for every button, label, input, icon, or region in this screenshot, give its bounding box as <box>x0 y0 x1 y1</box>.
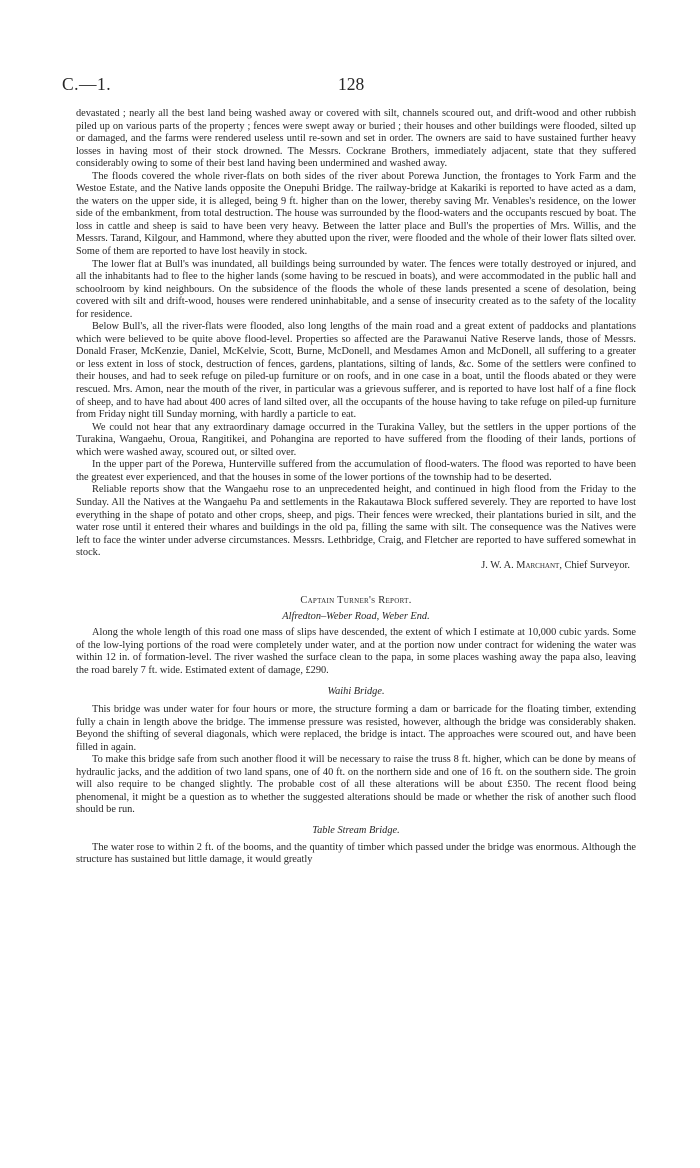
paragraph: The lower flat at Bull's was inundated, all buildings being surrounded by water. The fences were totally destroyed or injured, and all the inhabitants had to flee to the higher lands (some having to be rescued in boats), and were accommodated in the public hall and schoolroom by kind neighbours. On the subsidence of the floods the whole of these lands presented a scene of desolation, being covered with silt and drift-wood, houses were rendered uninhabitable, and a sense of insecurity created as to the safety of the locality for residence. <box>76 258 636 320</box>
section-heading: Table Stream Bridge. <box>312 824 400 836</box>
paragraph: devastated ; nearly all the best land being washed away or covered with silt, channels scoured out, and drift-wood and other rubbish piled up on various parts of the property ; fences were swept away or buried ; their houses and other buildings were flooded, silted up or damaged, and the farms were rendered useless until re-sown and set in order. The owners are said to have sustained further heavy losses in having most of their stock drowned. The Messrs. Cockrane Brothers, immediately adjacent, state that they suffered considerably owing to some of their best land having been undermined and washed away. <box>76 108 636 170</box>
report-title: Captain Turner's Report. <box>300 595 412 607</box>
paragraph: The floods covered the whole river-flats on both sides of the river about Porewa Junction, the frontages to York Farm and the Westoe Estate, and the Native lands opposite the Onepuhi Bridge. The railway-bridge at Kakariki is reported to have acted as a dam, the waters on the upper side, it is alleged, being 9 ft. higher than on the lower, thereby saving Mr. Venables's residence, on the lower side of the embankment, from total destruction. The house was surrounded by the flood-waters and the occupants rescued by boat. The loss in cattle and sheep is said to have been very heavy. Between the latter place and Bull's the properties of Mrs. Willis, and the Messrs. Tarand, Kilgour, and Hammond, where they abutted upon the river, were flooded and the whole of their lower flats silted over. Some of them are reported to have lost heavily in stock. <box>76 170 636 258</box>
section-heading: Alfredton–Weber Road, Weber End. <box>282 610 430 622</box>
signature-initials: J. W. A. <box>481 559 517 571</box>
paragraph: Along the whole length of this road one mass of slips have descended, the extent of which I estimate at 10,000 cubic yards. Some of the low-lying portions of the road were completely under water, and at the portion now under contract for widening the water was within 12 in. of formation-level. The river washed the surface clean to the papa, in some places washing away the papa also, leaving the road barely 7 ft. wide. Estimated extent of damage, £290. <box>76 627 636 676</box>
section-heading: Waihi Bridge. <box>327 685 385 697</box>
paragraph: We could not hear that any extraordinary damage occurred in the Turakina Valley, but the settlers in the upper portions of the Turakina, Wangaehu, Oroua, Rangitikei, and Pohangina are reported to have suffered from the flooding of their lands, portions of which were washed away, scoured out, or silted over. <box>76 421 636 458</box>
paragraph: Below Bull's, all the river-flats were flooded, also long lengths of the main road and a great extent of paddocks and plantations which were believed to be quite above flood-level. Properties so affected are the Parawanui Native Reserve lands, those of Messrs. Donald Fraser, McKenzie, Daniel, McKelvie, Scott, Burne, McDonell, and Mesdames Amon and McDonell, all suffering to a greater or less extent in loss of stock, destruction of fences, gardens, plantations, silting of lands, &c. Some of the settlers were confined to their houses, and had to seek refuge on piled-up furniture or on roofs, and in one case in a boat, until the floods abated or they were rescued. Mrs. Amon, near the mouth of the river, in particular was a grievous sufferer, and is reported to have lost half of a fine flock of sheep, and to have had about 400 acres of land silted over, all the occupants of the house having to take refuge on piled-up furniture from Friday night till Sunday morning, with hardly a particle to eat. <box>76 321 636 421</box>
paragraph: In the upper part of the Porewa, Hunterville suffered from the accumulation of flood-waters. The flood was reported to have been the greatest ever experienced, and that the houses in some of the lower portions of the township had to be deserted. <box>76 459 636 483</box>
document-reference: C.—1. <box>62 74 112 94</box>
paragraph: This bridge was under water for four hours or more, the structure forming a dam or barricade for the floating timber, extending fully a chain in length above the bridge. The immense pressure was resisted, however, although the bridge was considerably shaken. Beyond the shifting of several diagonals, which were replaced, the bridge is intact. The approaches were scoured out, and have been filled in again. <box>76 704 636 753</box>
signature-line <box>76 560 636 573</box>
paragraph: The water rose to within 2 ft. of the booms, and the quantity of timber which passed under the bridge was enormous. Although the structure has sustained but little damage, it would greatly <box>76 841 636 866</box>
paragraph: Reliable reports show that the Wangaehu rose to an unprecedented height, and continued in high flood from the Friday to the Sunday. All the Natives at the Wangaehu Pa and settlements in the Rakautawa Block suffered severely. They are reported to have lost everything in the shape of potato and other crops, sheep, and pigs. Their fences were wrecked, their plantations buried in silt, and the water rose until it entered their whares and buildings in the old pa, filling the same with silt. The consequence was the Natives were left to face the winter under adverse circumstances. Messrs. Lethbridge, Craig, and Fletcher are reported to have suffered somewhat in stock. <box>76 484 636 559</box>
page-number: 128 <box>338 74 365 94</box>
paragraph: To make this bridge safe from such another flood it will be necessary to raise the truss 8 ft. higher, which can be done by means of hydraulic jacks, and the addition of two land spans, one of 40 ft. on the northern side and one of 16 ft. on the southern side. The groin will also require to be changed slightly. The probable cost of all these alterations will be about £350. The recent flood being phenomenal, it might be a question as to whether the suggested alterations should be made or whether the risk of another such flood should be run. <box>76 754 636 816</box>
signature-name: Marchant <box>516 559 560 571</box>
page-body <box>76 108 636 867</box>
signature-title: , Chief Surveyor. <box>559 559 630 571</box>
